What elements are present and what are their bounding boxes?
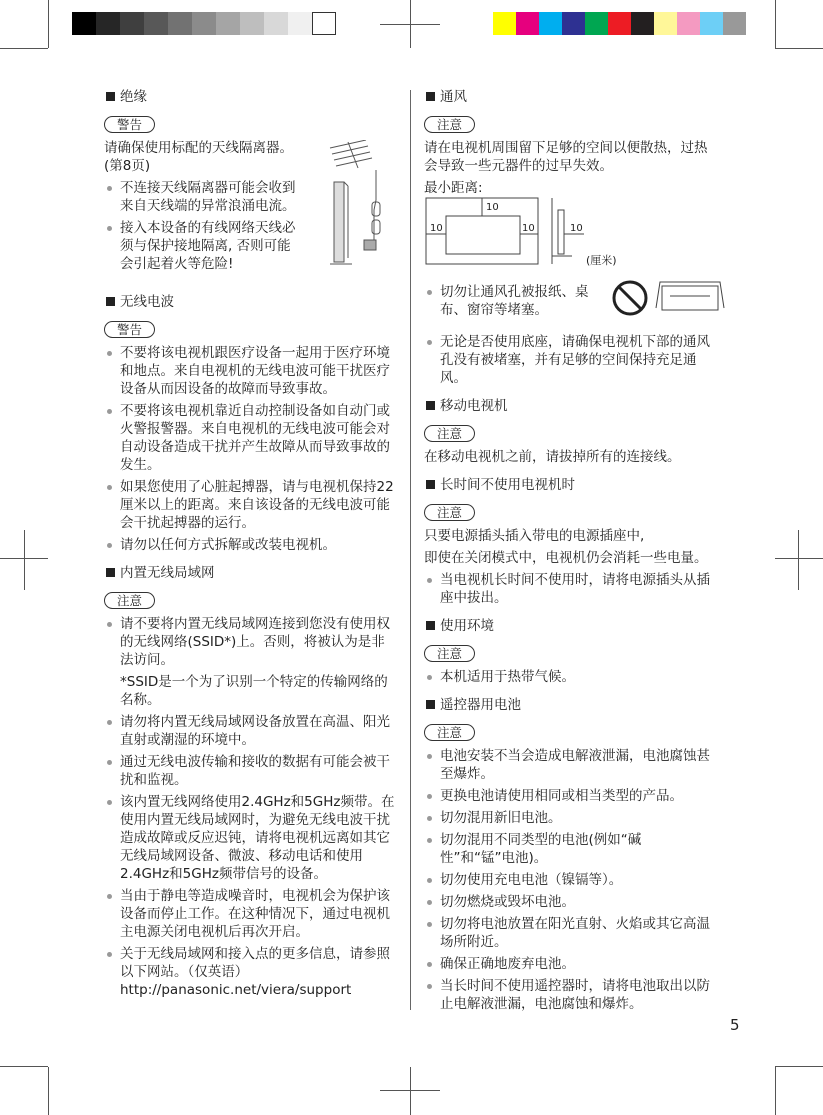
swatch	[516, 12, 539, 35]
swatch	[585, 12, 608, 35]
longtime-text-2: 即使在关闭模式中，电视机仍会消耗一些电量。	[424, 550, 708, 566]
lan-list	[104, 615, 396, 669]
list-item: 切勿燃烧或毁坏电池。	[424, 893, 716, 911]
list-item: 切勿将电池放置在阳光直射、火焰或其它高温场所附近。	[424, 915, 716, 951]
longtime-text-1: 只要电源插头插入带电的电源插座中,	[424, 528, 645, 544]
dim-side: 10	[570, 223, 583, 234]
warning-label: 警告	[104, 116, 155, 133]
support-url[interactable]: http://panasonic.net/viera/support	[120, 982, 352, 998]
warning-label: 警告	[104, 321, 155, 338]
unit-label: (厘米)	[586, 254, 617, 267]
swatch	[96, 12, 120, 35]
page-number: 5	[730, 1016, 740, 1034]
section-title-ventilation: 通风	[424, 88, 716, 106]
caution-label: 注意	[424, 724, 475, 741]
swatch	[288, 12, 312, 35]
list-item: 如果您使用了心脏起搏器，请与电视机保持22厘米以上的距离。来自该设备的无线电波可能会干扰起搏器的运行。	[104, 478, 396, 532]
swatch	[72, 12, 96, 35]
swatch	[144, 12, 168, 35]
list-item: 不要将该电视机靠近自动控制设备如自动门或火警报警器。来自电视机的无线电波可能会对自动设备造成干扰并产生故障从而导致事故的发生。	[104, 402, 396, 474]
list-item: 接入本设备的有线网络天线必须与保护接地隔离, 否则可能会引起着火等危险!	[104, 219, 304, 273]
ventilation-list	[424, 283, 594, 319]
swatch	[654, 12, 677, 35]
swatch	[539, 12, 562, 35]
env-list	[424, 668, 716, 686]
prohibited-icon	[614, 282, 646, 314]
swatch	[493, 12, 516, 35]
list-item: 请勿将内置无线局域网设备放置在高温、阳光直射或潮湿的环境中。	[104, 713, 396, 749]
clearance-diagram	[424, 196, 634, 270]
list-item: 电池安装不当会造成电解液泄漏，电池腐蚀甚至爆炸。	[424, 747, 716, 783]
swatch	[264, 12, 288, 35]
list-item: 请不要将内置无线局域网连接到您没有使用权的无线网络(SSID*)上。否则，将被认为是非法访问。	[104, 615, 396, 669]
list-item: 切勿混用新旧电池。	[424, 809, 716, 827]
section-title-radio: 无线电波	[104, 293, 396, 311]
list-item: 切勿混用不同类型的电池(例如“碱性”和“锰”电池)。	[424, 831, 716, 867]
list-item: 无论是否使用底座，请确保电视机下部的通风孔没有被堵塞，并有足够的空间保持充足通风。	[424, 333, 716, 387]
swatch	[120, 12, 144, 35]
dim-right: 10	[522, 223, 535, 234]
ssid-note: *SSID是一个为了识别一个特定的传输网络的名称。	[120, 674, 388, 708]
insulation-list	[104, 179, 304, 273]
section-title-battery: 遥控器用电池	[424, 696, 716, 714]
moving-text: 在移动电视机之前，请拔掉所有的连接线。	[424, 449, 681, 465]
list-item: 本机适用于热带气候。	[424, 668, 716, 686]
caution-label: 注意	[104, 592, 155, 609]
section-title-moving: 移动电视机	[424, 397, 716, 415]
lan-list-2	[104, 713, 396, 999]
caution-label: 注意	[424, 504, 475, 521]
swatch	[562, 12, 585, 35]
swatch	[240, 12, 264, 35]
ventilation-list-2	[424, 333, 716, 387]
section-title-lan: 内置无线局域网	[104, 564, 396, 582]
swatch	[700, 12, 723, 35]
column-divider	[410, 90, 411, 1010]
swatch	[312, 12, 336, 35]
list-item: 不要将该电视机跟医疗设备一起用于医疗环境和地点。来自电视机的无线电波可能干扰医疗设备从而因设备的故障而导致事故。	[104, 344, 396, 398]
swatch	[723, 12, 746, 35]
list-item: 切勿使用充电电池（镍镉等）。	[424, 871, 716, 889]
list-item: 当电视机长时间不使用时，请将电源插头从插座中拔出。	[424, 571, 716, 607]
insulation-text: 请确保使用标配的天线隔离器。(第8页)	[104, 140, 293, 174]
list-item: 不连接天线隔离器可能会收到来自天线端的异常浪涌电流。	[104, 179, 304, 215]
battery-list	[424, 747, 716, 1013]
swatch	[677, 12, 700, 35]
swatch	[192, 12, 216, 35]
caution-label: 注意	[424, 645, 475, 662]
longtime-list	[424, 571, 716, 607]
list-item: 确保正确地废弃电池。	[424, 955, 716, 973]
list-item: 当由于静电等造成噪音时，电视机会为保护该设备而停止工作。在这种情况下，通过电视机主电源关闭电视机后再次开启。	[104, 887, 396, 941]
list-item: 当长时间不使用遥控器时，请将电池取出以防止电解液泄漏，电池腐蚀和爆炸。	[424, 977, 716, 1013]
swatch	[631, 12, 654, 35]
radio-list	[104, 344, 396, 554]
tv-cover-icon	[656, 282, 724, 310]
swatch	[608, 12, 631, 35]
dim-top: 10	[486, 202, 499, 213]
list-item: 更换电池请使用相同或相当类型的产品。	[424, 787, 716, 805]
caution-label: 注意	[424, 425, 475, 442]
section-title-longtime: 长时间不使用电视机时	[424, 476, 716, 494]
swatch	[168, 12, 192, 35]
list-item: 请勿以任何方式拆解或改装电视机。	[104, 536, 396, 554]
list-item	[104, 945, 396, 999]
ventilation-text: 请在电视机周围留下足够的空间以便散热，过热会导致一些元器件的过早失效。	[424, 140, 708, 174]
list-item: 该内置无线网络使用2.4GHz和5GHz频带。在使用内置无线局域网时，为避免无线电波干扰造成故障或反应迟钝，请将电视机远离如其它无线局域网设备、微波、移动电话和使用2.4GHz和5GHz频带信号的设备。	[104, 793, 396, 883]
dim-left: 10	[430, 223, 443, 234]
list-item: 通过无线电波传输和接收的数据有可能会被干扰和监视。	[104, 753, 396, 789]
swatch	[216, 12, 240, 35]
section-title-environment: 使用环境	[424, 617, 716, 635]
list-item: 切勿让通风孔被报纸、桌布、窗帘等堵塞。	[424, 283, 594, 319]
list-item-text: 关于无线局域网和接入点的更多信息，请参照以下网站。（仅英语）	[120, 946, 390, 980]
section-title-insulation: 绝缘	[104, 88, 396, 106]
antenna-illustration	[318, 140, 398, 270]
min-distance-label: 最小距离:	[424, 180, 483, 196]
caution-label: 注意	[424, 116, 475, 133]
no-cover-illustration	[610, 278, 730, 318]
